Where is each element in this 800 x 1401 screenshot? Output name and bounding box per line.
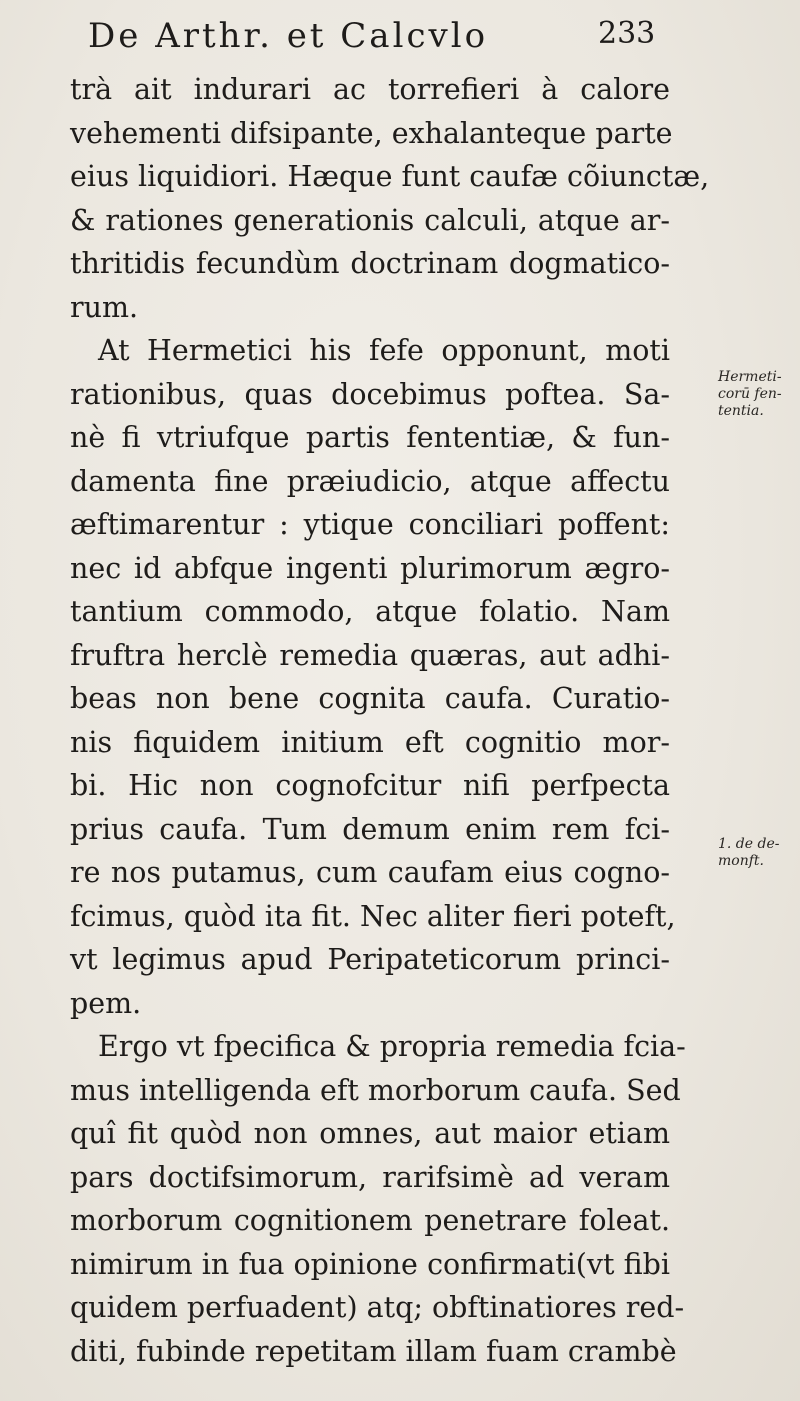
text-line: nimirum in fua opinione confirmati(vt fibi <box>70 1247 670 1281</box>
text-line: æftimarentur : ytique conciliari poffent: <box>70 508 670 541</box>
text-line: eius liquidiori. Hæque funt caufæ cõiunctæ, <box>70 160 710 193</box>
text-line: rum. <box>70 290 139 324</box>
text-line: nè fi vtriufque partis fententiæ, & fun- <box>70 421 670 454</box>
text-line: quidem perfuadent) atq; obftinatiores red- <box>70 1291 685 1324</box>
margin-note-line: Hermeti- <box>718 369 782 385</box>
text-line: vt legimus apud Peripateticorum princi- <box>70 943 670 976</box>
running-title: De Arthr. et Calcvlo <box>88 16 489 56</box>
margin-note-line: 1. de de- <box>718 836 780 852</box>
body-text <box>70 68 710 1373</box>
text-line: diti, fubinde repetitam illam fuam crambè <box>70 1334 677 1368</box>
text-line: tantium commodo, atque folatio. Nam <box>70 595 670 628</box>
text-line: pars doctifsimorum, rarifsimè ad veram <box>70 1160 670 1194</box>
text-line: pem. <box>70 986 142 1020</box>
text-line: bi. Hic non cognofcitur nifi perfpecta <box>70 769 670 802</box>
text-line: quî fit quòd non omnes, aut maior etiam <box>70 1117 670 1150</box>
text-line: nis fiquidem initium eft cognitio mor- <box>70 725 670 759</box>
margin-note-hermetici <box>718 369 782 420</box>
margin-note-line: corū fen- <box>718 386 782 402</box>
text-line: beas non bene cognita caufa. Curatio- <box>70 682 670 715</box>
margin-note-line: monft. <box>718 853 764 869</box>
text-line: morborum cognitionem penetrare foleat. <box>70 1204 670 1237</box>
text-line: Ergo vt fpecifica & propria remedia fcia- <box>98 1030 686 1063</box>
margin-note-line: tentia. <box>718 403 764 419</box>
margin-note-demonst <box>718 836 779 870</box>
text-line: & rationes generationis calculi, atque ar- <box>70 203 670 237</box>
text-line: mus intelligenda eft morborum caufa. Sed <box>70 1073 681 1107</box>
text-line: rationibus, quas docebimus poftea. Sa- <box>70 377 670 411</box>
text-line: nec id abfque ingenti plurimorum ægro- <box>70 551 670 585</box>
text-line: trà ait indurari ac torrefieri à calore <box>70 73 670 106</box>
text-line: fcimus, quòd ita fit. Nec aliter fieri poteft, <box>70 899 676 933</box>
text-line: re nos putamus, cum caufam eius cogno- <box>70 856 670 889</box>
text-line: damenta fine præiudicio, atque affectu <box>70 464 670 498</box>
text-line: vehementi difsipante, exhalanteque parte <box>70 116 673 150</box>
text-line: thritidis fecundùm doctrinam dogmatico- <box>70 247 670 280</box>
running-header <box>88 16 656 56</box>
text-line: prius caufa. Tum demum enim rem fci- <box>70 812 670 846</box>
text-line: fruftra herclè remedia quæras, aut adhi- <box>70 638 670 672</box>
text-line: At Hermetici his fefe opponunt, moti <box>98 334 670 367</box>
page-number: 233 <box>598 16 656 51</box>
